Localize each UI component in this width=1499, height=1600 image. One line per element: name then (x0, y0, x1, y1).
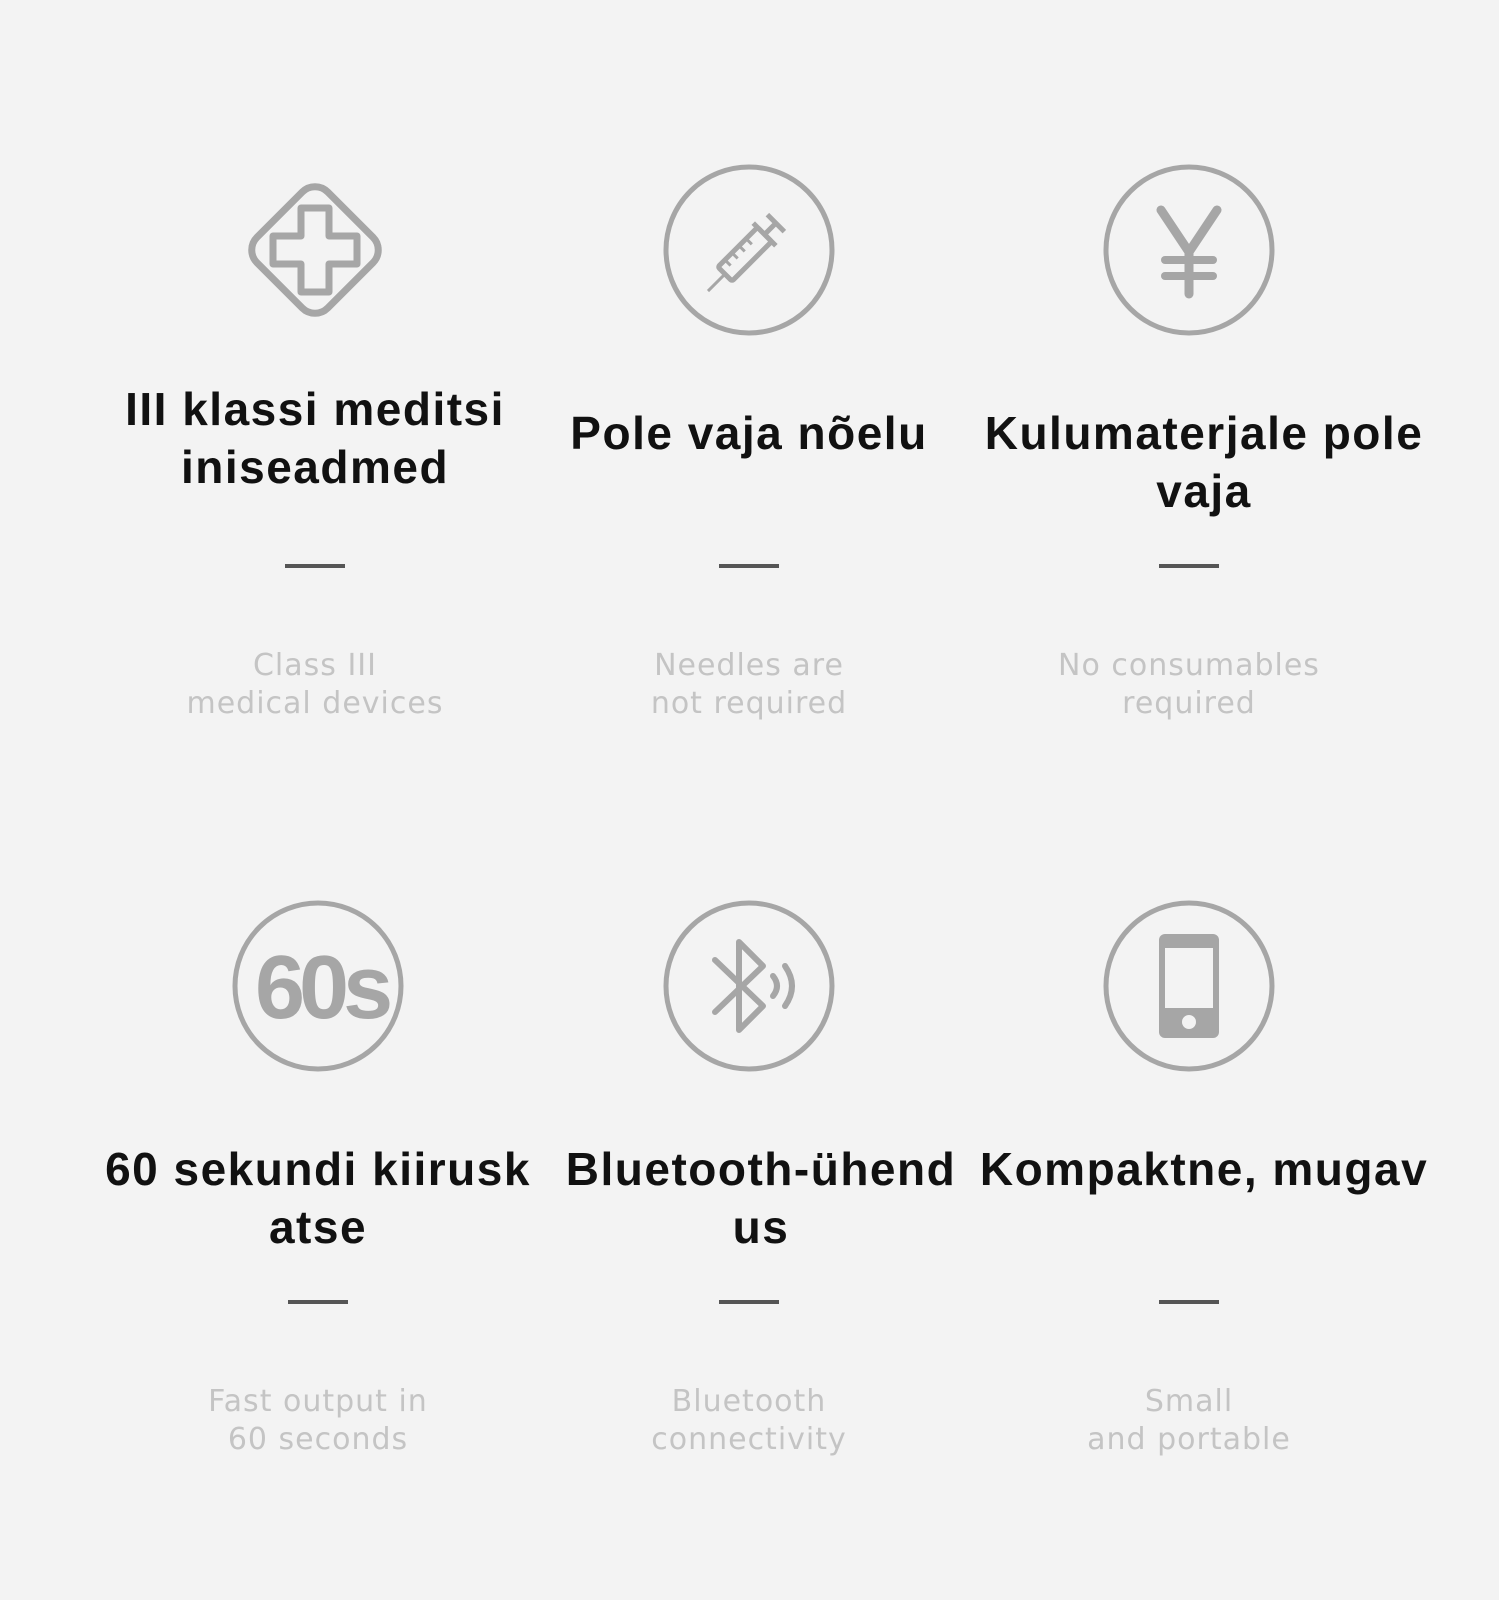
feature-subtitle: Fast output in 60 seconds (208, 1384, 428, 1457)
sixty-seconds-icon (98, 896, 538, 1076)
feature-subtitle: Class III medical devices (186, 648, 444, 721)
divider (1159, 1300, 1219, 1304)
feature-sixty-seconds (98, 896, 538, 1536)
yen-icon (939, 160, 1439, 340)
divider (288, 1300, 348, 1304)
feature-subtitle: Needles are not required (650, 648, 848, 721)
bluetooth-icon (529, 896, 969, 1076)
medical-cross-icon (95, 160, 535, 340)
feature-title: Pole vaja nõelu (570, 407, 928, 459)
feature-title: Bluetooth-ühendus (565, 1143, 957, 1253)
feature-no-needles (529, 160, 969, 800)
feature-title: Kulumaterjale pole vaja (984, 407, 1424, 517)
feature-bluetooth (529, 896, 969, 1536)
feature-title: 60 sekundi kiiruskatse (105, 1143, 531, 1253)
feature-medical-device (95, 160, 535, 800)
phone-icon (939, 896, 1439, 1076)
feature-title: III klassi meditsiiniseadmed (125, 383, 505, 493)
svg-text:60s: 60s (255, 938, 388, 1038)
divider (285, 564, 345, 568)
feature-subtitle: No consumables required (1058, 648, 1320, 721)
feature-compact (969, 896, 1439, 1536)
feature-subtitle: Bluetooth connectivity (651, 1384, 847, 1457)
divider (719, 564, 779, 568)
feature-title: Kompaktne, mugav (979, 1143, 1429, 1195)
divider (719, 1300, 779, 1304)
syringe-icon (529, 160, 969, 340)
divider (1159, 564, 1219, 568)
feature-no-consumables (969, 160, 1439, 800)
feature-subtitle: Small and portable (1087, 1384, 1291, 1457)
